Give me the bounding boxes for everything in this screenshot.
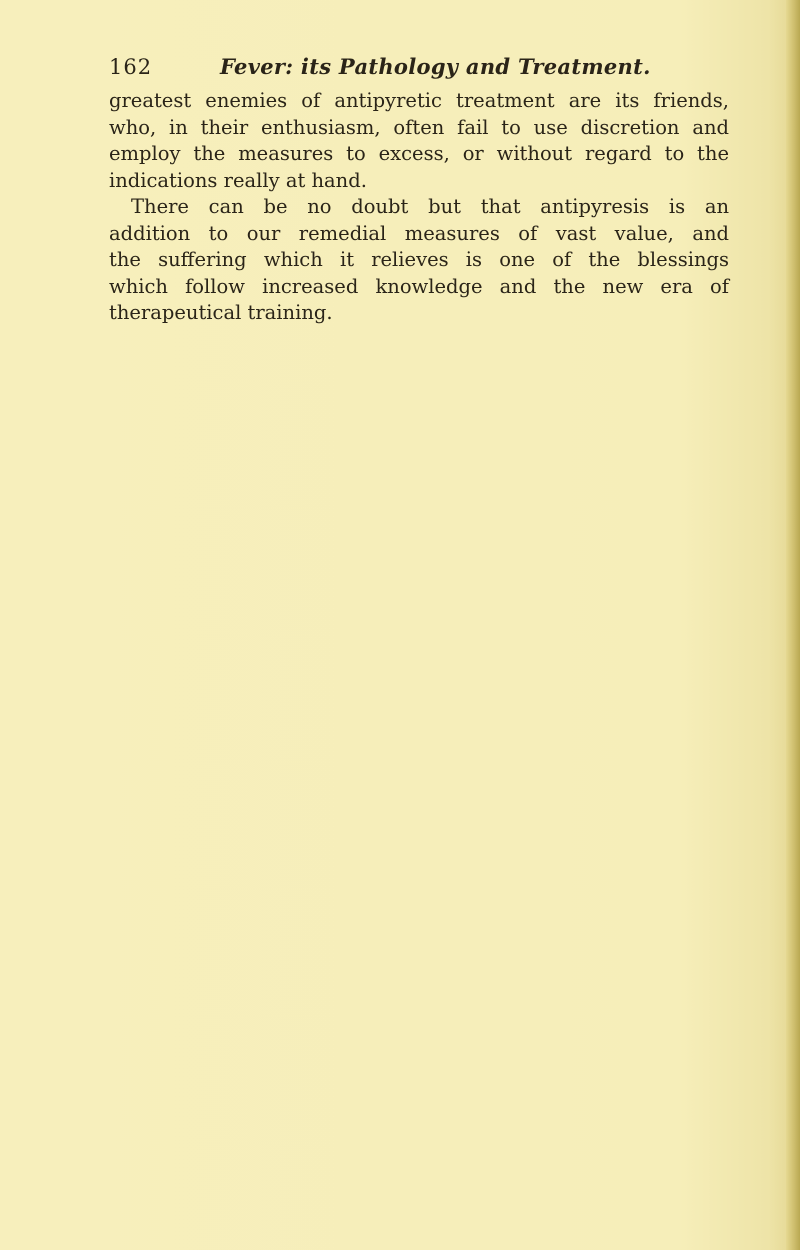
running-header [109,50,709,84]
body-text [109,88,729,327]
page-number: 162 [109,55,153,79]
text-line: indications really at hand. [109,168,367,192]
text-line: who, in their enthusiasm, often fail to use discretion and [109,115,729,139]
text-line: There can be no doubt but that antipyresis is an [131,195,729,218]
text-line: greatest enemies of antipyretic treatment are its friends, [109,89,729,112]
text-line: addition to our remedial measures of vast value, and [109,221,729,245]
running-title: Fever: its Pathology and Treatment. [220,54,651,79]
text-line: which follow increased knowledge and the new era of [109,274,729,298]
text-line: the suffering which it relieves is one of the blessings [109,248,729,271]
page-edge-shadow [786,0,800,1250]
text-line: therapeutical training. [109,301,333,324]
text-line: employ the measures to excess, or without regard to the [109,142,729,165]
